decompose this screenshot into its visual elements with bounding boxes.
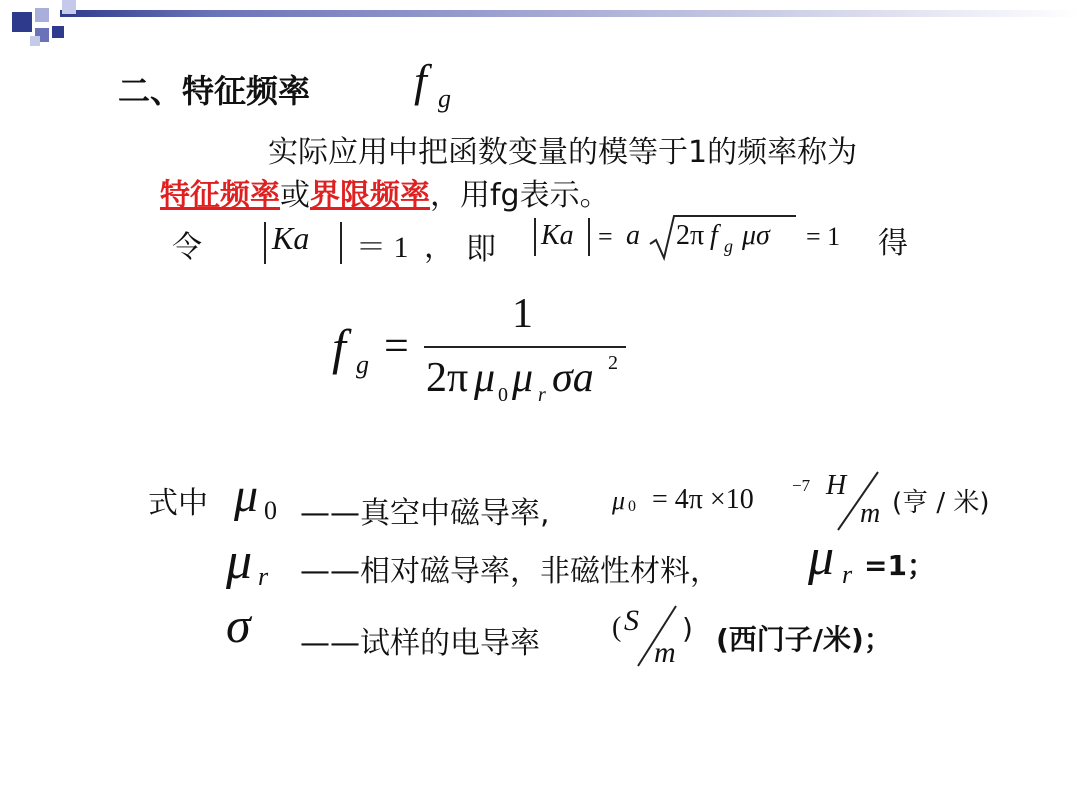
mur-sub: r [258,562,269,591]
sigma-unit-name: (西门子/米)； [716,623,892,656]
where-label: 式中 [148,486,208,521]
mur-value: =1； [864,549,935,582]
paragraph-tail: ，用fg表示。 [430,178,610,213]
let-label: 令 [172,230,202,265]
equals-one: ＝ 1 [356,231,409,264]
eq-sign: = [598,222,613,251]
abs-bar-left [264,222,266,264]
title-symbol-sub: g [438,84,451,113]
formula-lhs-f: f [332,319,346,375]
unit-H: H [826,470,847,501]
formula-den-sigma-a: σa [552,355,594,401]
unit-S: S [624,604,639,637]
mur-description: ——相对磁导率，非磁性材料， [300,554,720,589]
eq-one: = 1 [806,222,841,251]
fraction-bar [424,346,626,348]
mur-symbol: μ [226,533,253,590]
unit-paren-open: ( [612,612,622,643]
abs-bar-right [340,222,342,264]
unit-m-2: m [654,636,676,669]
term-characteristic-frequency: 特征频率 [160,178,280,213]
term-limit-frequency: 界限频率 [310,178,430,213]
abs2-content: Ka [541,220,574,251]
mur-value-symbol: μ [808,529,835,586]
title-symbol-f: f [414,55,427,106]
radicand-g: g [724,236,733,256]
unit-m: m [860,498,881,529]
sqrt-symbol [648,212,798,262]
mu0-eq-mu: μ [612,486,626,515]
abs2-bar-right [588,218,590,256]
factor-a: a [626,220,640,251]
paragraph-line2 [160,170,610,214]
mu0-eq-sub: 0 [628,498,636,515]
sigma-description: ——试样的电导率 [300,626,540,661]
radicand-f: f [710,220,718,251]
radicand-mu-sigma: μσ [742,220,770,251]
formula-den-subr: r [538,384,546,406]
header-decoration [0,0,1080,60]
section-title: 二、特征频率 [118,72,311,110]
formula-den-mu0: μ [474,355,496,401]
mu0-description: ——真空中磁导率, [300,496,550,531]
get-label: 得 [878,226,908,261]
unit-name-henry-per-meter: (亨 / 米) [892,488,990,518]
formula-den-2pi: 2π [426,355,469,401]
abs-content: Ka [272,220,310,256]
mu0-sub: 0 [264,496,277,525]
mu0-value: = 4π ×10 [652,484,754,515]
radicand-2pi: 2π [676,220,705,251]
formula-lhs-g: g [356,350,369,379]
abs2-bar-left [534,218,536,256]
formula-den-sub0: 0 [498,384,508,406]
formula-den-sup2: 2 [608,352,618,374]
mu0-exponent: −7 [792,476,811,495]
namely-label: 即 [466,232,496,267]
mur-value-sub: r [842,560,853,589]
mu0-symbol: μ [234,469,259,522]
formula-equals: = [384,321,409,370]
connector-or: 或 [280,178,310,213]
paragraph-line1: 实际应用中把函数变量的模等于1的频率称为 [268,135,858,170]
formula-den-mur: μ [512,355,534,401]
comma: ， [424,230,454,265]
sigma-symbol: σ [226,597,251,653]
unit-paren-close: ) [682,612,693,645]
formula-numerator: 1 [512,291,533,337]
